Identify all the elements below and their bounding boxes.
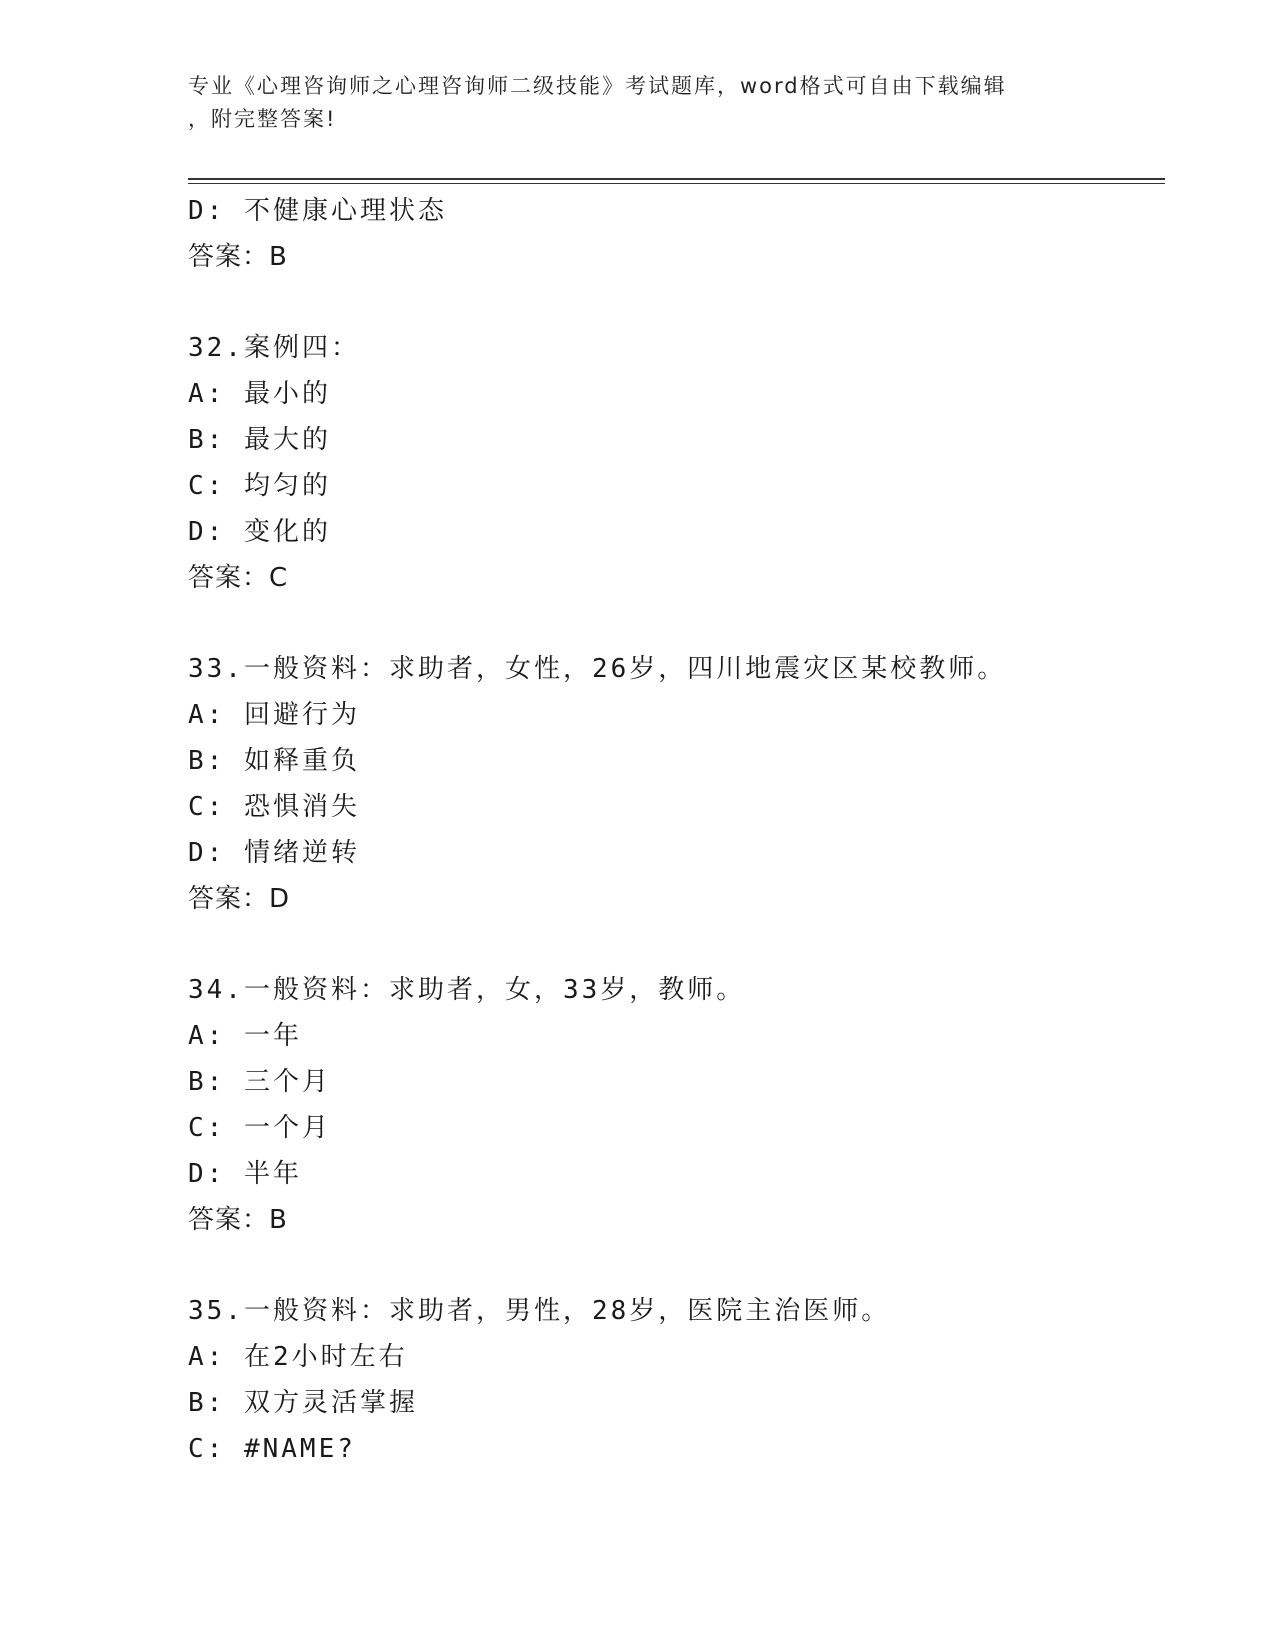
header-line-1: 专业《心理咨询师之心理咨询师二级技能》考试题库，word格式可自由下载编辑 bbox=[188, 74, 1007, 98]
option-d: D: 情绪逆转 bbox=[188, 838, 360, 868]
option-c: C: 恐惧消失 bbox=[188, 792, 360, 822]
question-stem: 35.一般资料：求助者，男性，28岁，医院主治医师。 bbox=[188, 1296, 891, 1326]
option-c: C: 均匀的 bbox=[188, 471, 331, 501]
question-stem: 33.一般资料：求助者，女性，26岁，四川地震灾区某校教师。 bbox=[188, 654, 1007, 684]
question-block bbox=[188, 967, 1168, 1243]
option-d: D: 半年 bbox=[188, 1159, 302, 1189]
option-b: B: 最大的 bbox=[188, 425, 331, 455]
option-line: D: 不健康心理状态 bbox=[188, 196, 447, 226]
question-content bbox=[188, 188, 1168, 1472]
option-b: B: 三个月 bbox=[188, 1067, 331, 1097]
question-block bbox=[188, 646, 1168, 922]
question-stem: 32.案例四： bbox=[188, 333, 360, 363]
header-divider-thick bbox=[188, 178, 1165, 180]
option-b: B: 如释重负 bbox=[188, 746, 360, 776]
option-a: A: 在2小时左右 bbox=[188, 1342, 408, 1372]
header-divider-thin bbox=[188, 183, 1165, 184]
answer-line: 答案：B bbox=[188, 242, 288, 272]
answer-line: 答案：B bbox=[188, 1205, 288, 1235]
option-a: A: 一年 bbox=[188, 1021, 302, 1051]
option-a: A: 最小的 bbox=[188, 379, 331, 409]
option-b: B: 双方灵活掌握 bbox=[188, 1388, 418, 1418]
option-c: C: #NAME? bbox=[188, 1434, 356, 1464]
question-stem: 34.一般资料：求助者，女，33岁，教师。 bbox=[188, 975, 746, 1005]
option-a: A: 回避行为 bbox=[188, 700, 360, 730]
question-block bbox=[188, 1288, 1168, 1472]
option-d: D: 变化的 bbox=[188, 517, 331, 547]
option-c: C: 一个月 bbox=[188, 1113, 331, 1143]
page-header bbox=[188, 70, 1088, 136]
question-block bbox=[188, 325, 1168, 601]
answer-line: 答案：D bbox=[188, 884, 291, 914]
answer-line: 答案：C bbox=[188, 563, 289, 593]
header-line-2: ，附完整答案! bbox=[188, 107, 337, 131]
